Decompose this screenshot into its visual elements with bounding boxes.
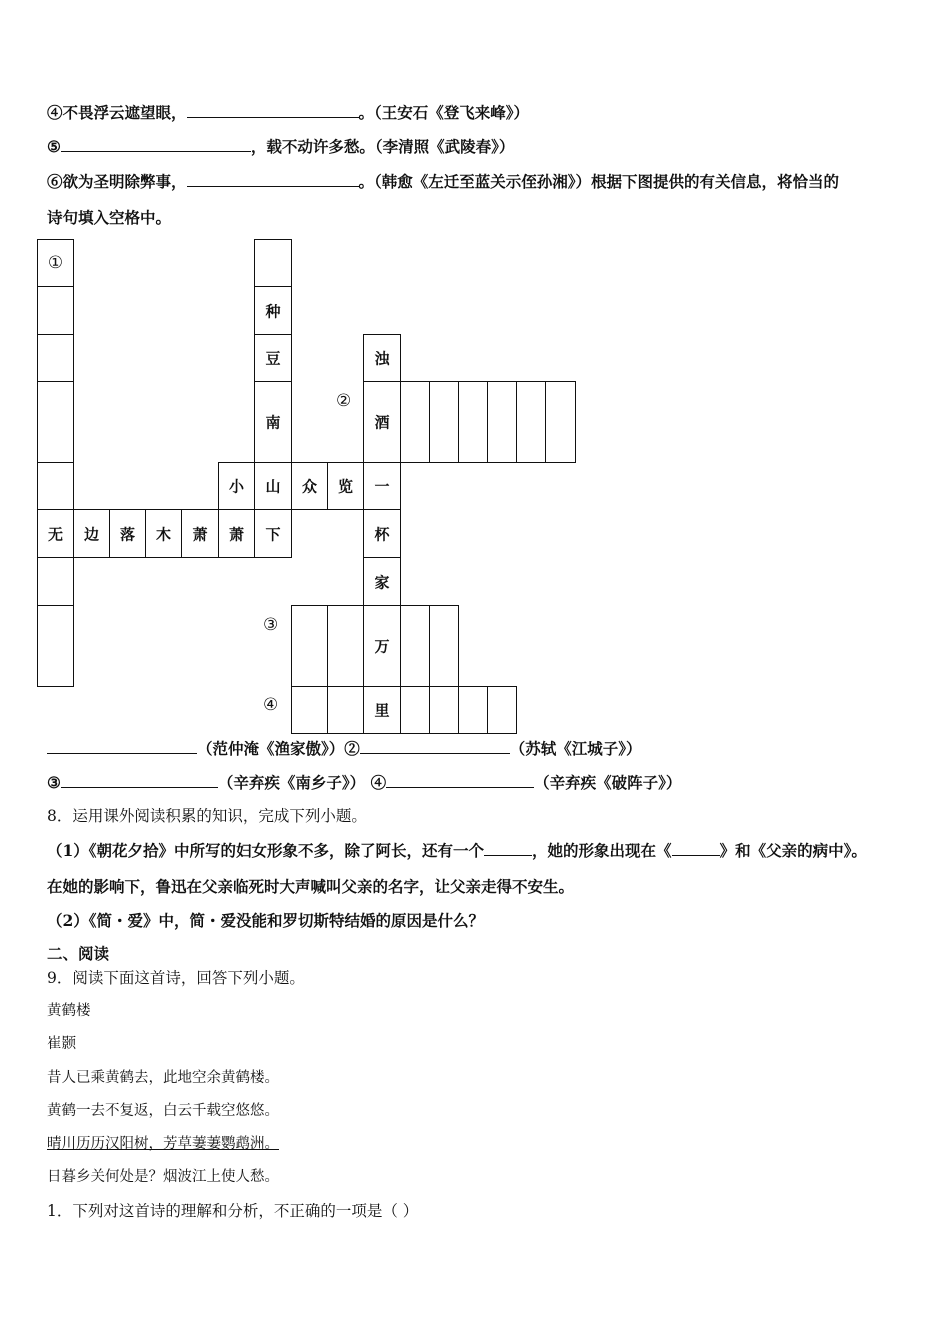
question-6-line <box>47 171 839 192</box>
answer-source: （辛弃疾《破阵子》） <box>534 773 682 792</box>
instruction-continuation: 诗句填入空格中。 <box>47 208 172 227</box>
crossword-marker-1: ① <box>47 253 64 273</box>
crossword-cell[interactable] <box>400 686 430 734</box>
crossword-cell <box>181 509 219 558</box>
answer-line-2 <box>47 772 681 793</box>
question-source: 。（韩愈《左迁至蓝关示侄孙湘》）根据下图提供的有关信息，将恰当的 <box>358 172 840 191</box>
poem-line: 昔人已乘黄鹤去，此地空余黄鹤楼。 <box>47 1070 279 1086</box>
crossword-marker-4: ④ <box>263 695 279 715</box>
crossword-cell[interactable] <box>545 381 576 463</box>
crossword-cell <box>218 462 255 510</box>
poem-line: 日暮乡关何处是？烟波江上使人愁。 <box>47 1169 279 1185</box>
crossword-char: 山 <box>265 477 281 496</box>
crossword-marker-3: ③ <box>263 615 279 635</box>
question-5-line <box>47 136 514 157</box>
crossword-cell[interactable] <box>458 686 488 734</box>
answer-blank[interactable] <box>187 171 359 187</box>
answer-marker: ③ <box>47 773 61 792</box>
poem-title: 黄鹤楼 <box>47 1003 91 1019</box>
answer-source: （苏轼《江城子》） <box>509 739 642 758</box>
crossword-cell[interactable] <box>291 686 328 734</box>
answer-source: （辛弃疾《南乡子》） <box>217 773 366 792</box>
answer-blank-2[interactable] <box>360 738 510 754</box>
crossword-cell[interactable] <box>429 381 459 463</box>
crossword-cell <box>218 509 255 558</box>
crossword-cell <box>37 509 74 558</box>
crossword-cell[interactable] <box>327 605 364 687</box>
crossword-cell[interactable] <box>37 605 74 687</box>
crossword-char: 豆 <box>265 349 281 368</box>
crossword-char: 下 <box>265 525 281 543</box>
crossword-cell[interactable] <box>400 605 430 687</box>
crossword-cell[interactable] <box>37 557 74 606</box>
crossword-cell[interactable] <box>37 334 74 382</box>
crossword-cell[interactable] <box>487 381 517 463</box>
crossword-cell <box>363 381 401 463</box>
q9-title: 9．阅读下面这首诗，回答下列小题。 <box>47 969 305 987</box>
answer-blank[interactable] <box>672 840 720 856</box>
answer-blank-4[interactable] <box>386 772 534 788</box>
crossword-char: 里 <box>374 701 390 720</box>
crossword-cell <box>363 557 401 606</box>
crossword-cell <box>109 509 146 558</box>
crossword-cell <box>363 509 401 558</box>
answer-marker: ② <box>344 739 360 758</box>
crossword-cell[interactable] <box>458 381 488 463</box>
question-source: ，载不动许多愁。（李清照《武陵春》） <box>250 137 515 156</box>
crossword-char: 种 <box>265 302 281 320</box>
crossword-cell <box>363 334 401 382</box>
section-heading: 二、阅读 <box>47 944 110 963</box>
crossword-char: 众 <box>301 477 317 496</box>
crossword-cell[interactable] <box>400 381 430 463</box>
question-source: 。（王安石《登飞来峰》） <box>358 103 530 122</box>
crossword-cell[interactable] <box>516 381 546 463</box>
crossword-cell[interactable] <box>487 686 517 734</box>
question-text: 欲为圣明除弊事， <box>62 172 187 191</box>
answer-line-1 <box>47 738 642 759</box>
crossword-char: 萧 <box>192 525 208 543</box>
q8-part1-text: （1）《朝花夕拾》中所写的妇女形象不多，除了阿长，还有一个 <box>47 841 485 860</box>
poem-author: 崔颢 <box>47 1036 76 1052</box>
crossword-char: 边 <box>83 525 99 543</box>
crossword-char: 南 <box>265 413 281 432</box>
question-4-line <box>47 102 529 123</box>
crossword-char: 杯 <box>374 525 390 543</box>
answer-blank[interactable] <box>187 102 359 118</box>
crossword-cell[interactable] <box>37 462 74 510</box>
crossword-cell <box>254 381 292 463</box>
answer-blank-1[interactable] <box>47 738 197 754</box>
q8-part1-text: ，她的形象出现在《 <box>532 841 672 860</box>
crossword-cell[interactable] <box>37 381 74 463</box>
crossword-cell <box>254 462 292 510</box>
crossword-char: 酒 <box>374 413 390 432</box>
poem-line: 黄鹤一去不复返，白云千载空悠悠。 <box>47 1103 279 1119</box>
q8-part1-cont: 在她的影响下，鲁迅在父亲临死时大声喊叫父亲的名字，让父亲走得不安生。 <box>47 877 575 896</box>
crossword-cell[interactable] <box>37 286 74 335</box>
crossword-cell[interactable] <box>429 686 459 734</box>
crossword-cell <box>145 509 182 558</box>
crossword-char: 萧 <box>228 525 244 543</box>
crossword-cell <box>363 462 401 510</box>
q8-part1 <box>47 840 867 861</box>
crossword-cell <box>73 509 110 558</box>
crossword-cell <box>363 605 401 687</box>
poem-line-underlined: 晴川历历汉阳树，芳草萋萋鹦鹉洲。 <box>47 1136 279 1152</box>
crossword-char: 无 <box>47 525 63 543</box>
crossword-cell <box>363 686 401 734</box>
question-marker: ⑤ <box>47 137 61 156</box>
q8-part2: （2）《简・爱》中，简・爱没能和罗切斯特结婚的原因是什么？ <box>47 911 485 930</box>
crossword-char: 家 <box>374 573 390 591</box>
answer-blank[interactable] <box>484 840 532 856</box>
question-marker: ④ <box>47 103 63 122</box>
crossword-marker-2: ② <box>336 391 352 411</box>
crossword-cell <box>254 509 292 558</box>
question-text: 不畏浮云遮望眼， <box>62 103 187 122</box>
crossword-cell[interactable] <box>327 686 364 734</box>
q8-part1-text: 》和《父亲的病中》。 <box>719 841 867 860</box>
answer-source: （范仲淹《渔家傲》） <box>197 739 345 758</box>
crossword-cell[interactable] <box>291 605 328 687</box>
crossword-char: 浊 <box>374 349 390 368</box>
crossword-char: 小 <box>228 477 244 496</box>
q9-sub1: 1．下列对这首诗的理解和分析，不正确的一项是（ ） <box>47 1202 419 1220</box>
crossword-cell[interactable] <box>254 239 292 287</box>
question-marker: ⑥ <box>47 172 63 191</box>
crossword-char: 一 <box>374 477 390 496</box>
crossword-cell <box>254 286 292 335</box>
answer-blank[interactable] <box>61 136 251 152</box>
answer-blank-3[interactable] <box>61 772 218 788</box>
crossword-cell[interactable] <box>429 605 459 687</box>
crossword-cell[interactable] <box>37 239 74 287</box>
crossword-char: 木 <box>155 525 171 543</box>
crossword-cell <box>291 462 328 510</box>
answer-marker: ④ <box>370 773 387 792</box>
crossword-char: 万 <box>374 637 390 656</box>
crossword-char: 落 <box>119 525 135 543</box>
crossword-char: 览 <box>337 477 353 496</box>
q8-title: 8．运用课外阅读积累的知识，完成下列小题。 <box>47 807 367 825</box>
crossword-cell <box>254 334 292 382</box>
crossword-cell <box>327 462 364 510</box>
